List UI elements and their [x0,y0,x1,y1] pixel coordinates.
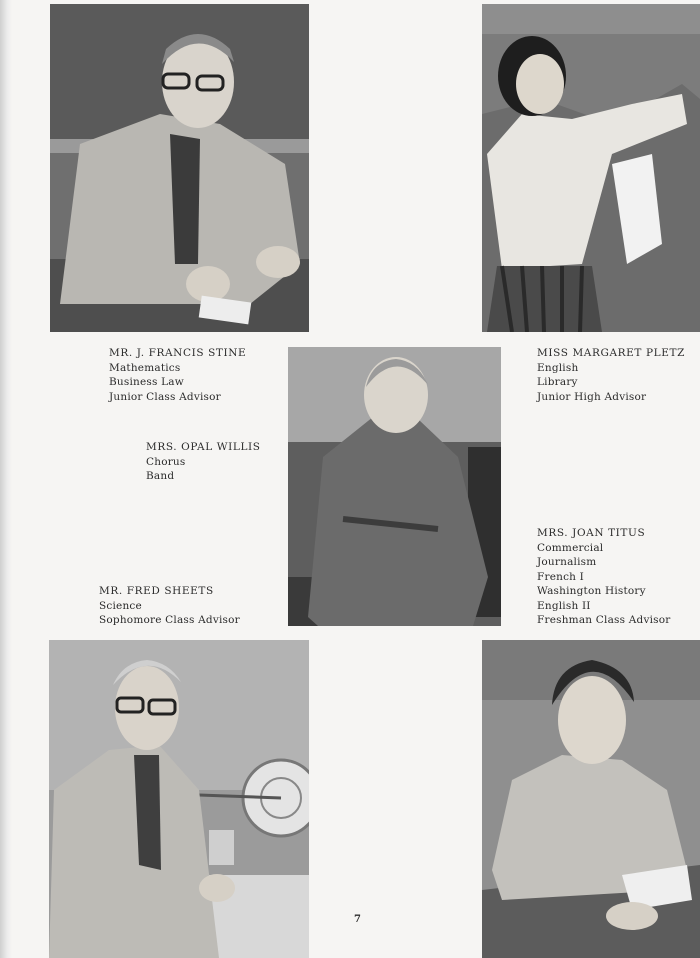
portrait-titus-drawing [482,640,700,958]
staff-role: Junior High Advisor [537,390,647,403]
staff-role: Junior Class Advisor [109,390,221,403]
staff-name: MR. J. FRANCIS STINE [109,347,247,359]
caption-titus [537,526,670,628]
staff-name: MRS. JOAN TITUS [537,527,646,539]
portrait-sheets [49,640,309,958]
staff-name: MISS MARGARET PLETZ [537,347,685,359]
page-binding-shadow [0,0,12,958]
portrait-stine-drawing [50,4,309,332]
staff-role: Commercial [537,541,604,554]
staff-role: Journalism [537,556,597,568]
portrait-willis [288,347,501,626]
portrait-sheets-drawing [49,640,309,958]
staff-role: Business Law [109,376,184,388]
page-number: 7 [354,914,361,925]
staff-role: Freshman Class Advisor [537,614,671,626]
staff-name: MR. FRED SHEETS [99,585,214,597]
staff-role: English [537,361,579,374]
staff-role: Science [99,599,142,612]
staff-role: Band [146,470,175,482]
caption-sheets [99,584,240,628]
portrait-willis-drawing [288,347,501,626]
portrait-pletz [482,4,700,332]
portrait-titus [482,640,700,958]
staff-name: MRS. OPAL WILLIS [146,441,261,453]
staff-role: Chorus [146,455,186,468]
staff-role: Library [537,376,578,388]
staff-role: French I [537,570,585,583]
staff-role: English II [537,599,591,612]
portrait-stine [50,4,309,332]
staff-role: Sophomore Class Advisor [99,614,240,626]
staff-role: Washington History [537,585,646,597]
staff-role: Mathematics [109,361,181,374]
caption-stine [109,346,246,404]
caption-willis [146,440,261,484]
caption-pletz [537,346,685,404]
portrait-pletz-drawing [482,4,700,332]
